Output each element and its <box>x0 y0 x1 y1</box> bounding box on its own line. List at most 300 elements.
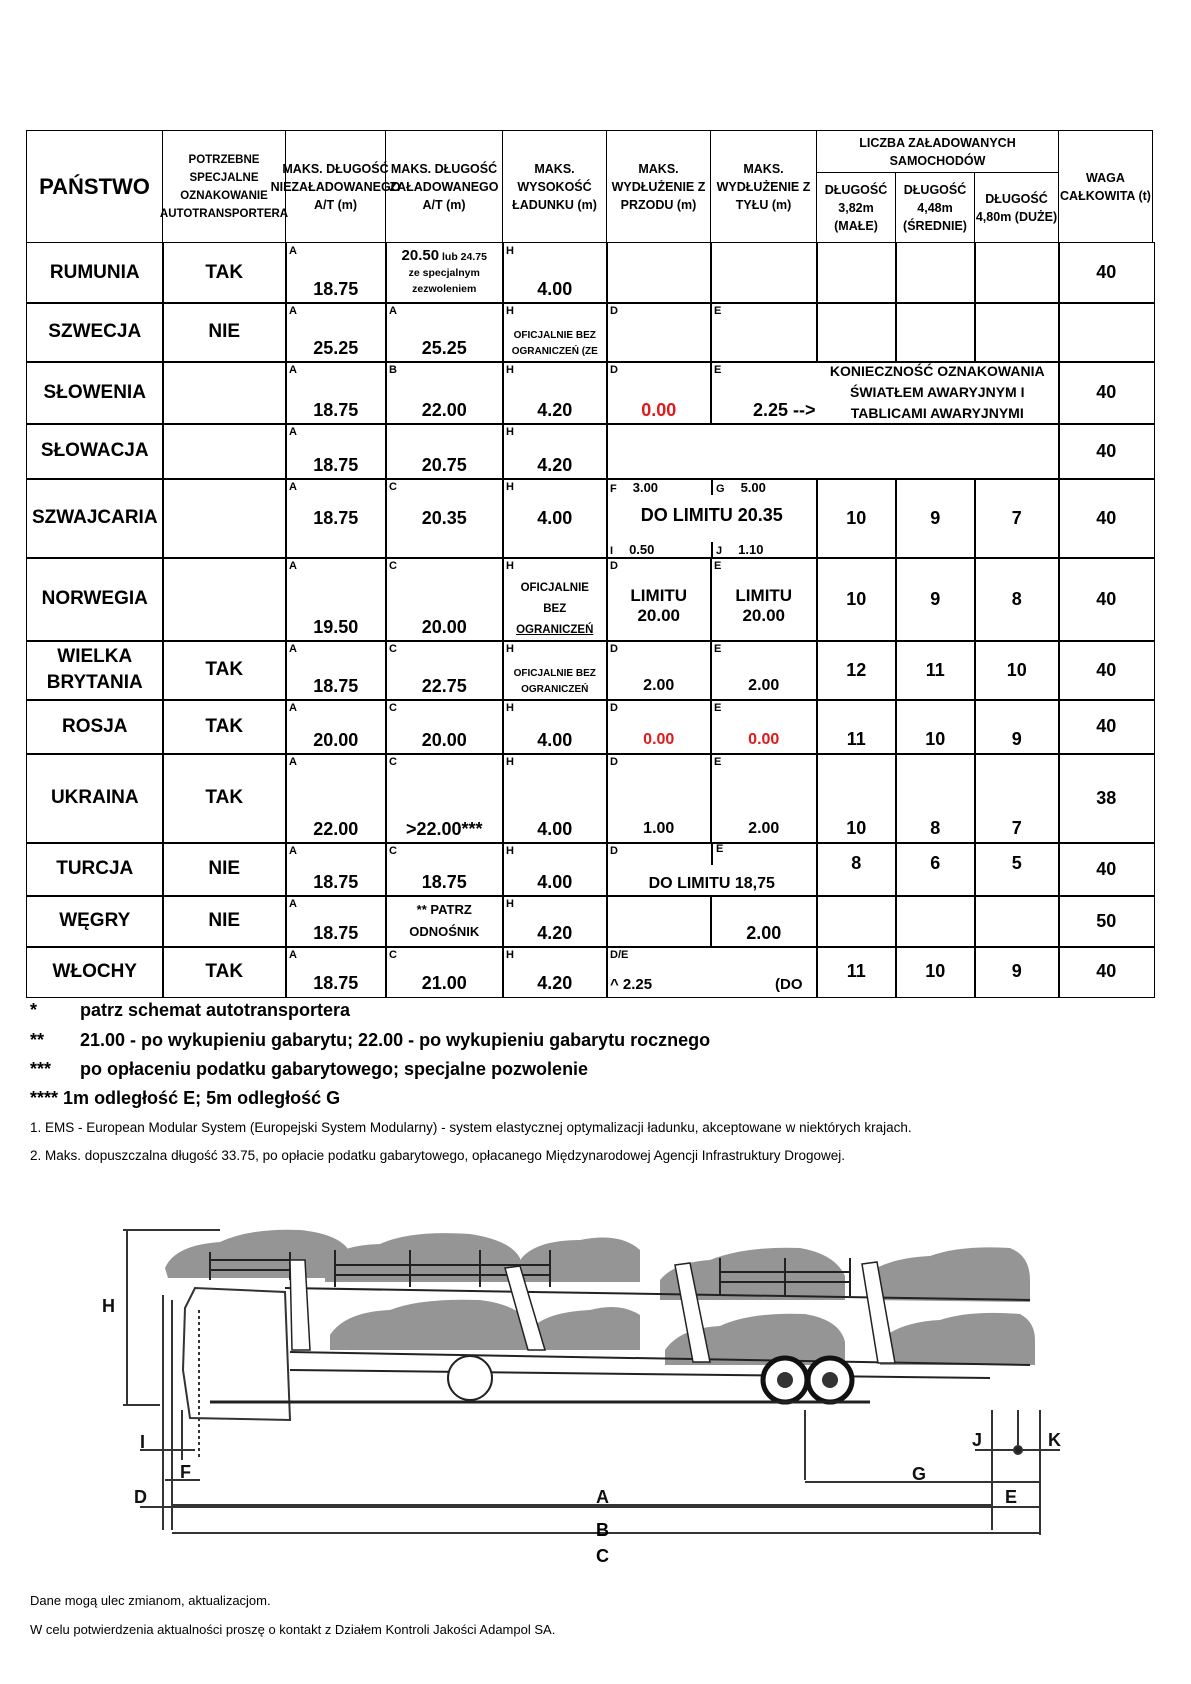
cell-value: 18.75 <box>313 922 359 943</box>
front-cell <box>606 557 712 642</box>
country-name: ROSJA <box>62 715 128 737</box>
cell-value: 2.25 --> <box>752 399 816 420</box>
note-max-length: 2. Maks. dopuszczalna długość 33.75, po opłacie podatku gabarytowego, opłacanego Międzynarodowej Agencji Infrastruktury Drogowej. <box>30 1148 845 1163</box>
rear-cell <box>710 242 818 304</box>
footnote-mark: ** <box>30 1030 45 1050</box>
car-count: 7 <box>1011 507 1022 528</box>
cars-medium-cell <box>895 842 976 897</box>
header-len-unloaded: MAKS. DŁUGOŚĆ NIEZAŁADOWANEGO A/T (m) <box>285 130 386 243</box>
warning-note-cell <box>816 361 1060 425</box>
cell-value: 19.50 <box>313 616 359 637</box>
disclaimer-1: Dane mogą ulec zmianom, aktualizacjom. <box>30 1593 271 1608</box>
rear-cell <box>710 557 818 642</box>
weight-value: 40 <box>1096 440 1117 461</box>
height-cell <box>502 478 608 559</box>
cell-value: 1.10 <box>738 541 764 557</box>
cell-value: 0.00 <box>748 730 780 748</box>
len-loaded-cell <box>385 361 504 425</box>
dimension-letter: C <box>389 949 397 961</box>
height-note <box>503 666 607 698</box>
header-country: PAŃSTWO <box>26 130 163 243</box>
len-unloaded-cell <box>285 842 387 897</box>
len-unloaded-cell <box>285 361 387 425</box>
dimension-letter: D/E <box>610 949 629 961</box>
front-cell <box>606 699 712 755</box>
country-name: RUMUNIA <box>49 261 140 283</box>
country-name: NORWEGIA <box>41 588 148 610</box>
len-unloaded-cell <box>285 895 387 948</box>
marking-cell <box>162 895 287 948</box>
cars-medium-cell <box>895 753 976 844</box>
car-count: 8 <box>930 817 941 838</box>
height-cell <box>502 361 608 425</box>
cell-note: ** PATRZ <box>416 902 472 918</box>
front-cell <box>606 242 712 304</box>
country-name: WĘGRY <box>59 910 131 932</box>
dimension-letter: H <box>506 756 514 768</box>
dimension-letter: C <box>389 845 397 857</box>
len-unloaded-cell <box>285 302 387 363</box>
header-front: MAKS. WYDŁUŻENIE Z PRZODU (m) <box>606 130 711 243</box>
weight-value: 40 <box>1096 659 1117 680</box>
cars-medium-cell <box>895 557 976 642</box>
car-count: 12 <box>846 659 867 680</box>
dimension-letter: I <box>610 544 614 557</box>
dimension-letter: A <box>389 305 397 317</box>
cell-value: 18.75 <box>313 278 359 299</box>
cell-value: lub 24.75 <box>439 251 487 264</box>
cell-value: 2.00 <box>748 676 780 694</box>
cell-value: ^ 2.25 <box>610 975 653 993</box>
car-shape <box>530 1307 640 1350</box>
cars-small-cell <box>816 302 897 363</box>
marking-cell <box>162 302 287 363</box>
marking-value: TAK <box>205 261 244 283</box>
dimension-letter: H <box>506 305 514 317</box>
cars-large-cell <box>974 946 1060 998</box>
cell-value: 18.75 <box>313 675 359 696</box>
cell-value: 4.00 <box>537 278 573 299</box>
dimension-letter: H <box>506 481 514 493</box>
dim-label-g: G <box>912 1464 927 1484</box>
footnote-mark: **** <box>30 1088 59 1108</box>
header-small: DŁUGOŚĆ 3,82m (MAŁE) <box>816 172 896 243</box>
cell-value: 0.00 <box>643 730 675 748</box>
footnote-text: 1m odległość E; 5m odległość G <box>63 1088 341 1108</box>
cell-value: 4.20 <box>537 454 573 475</box>
front-cell <box>606 640 712 701</box>
cars-small-cell <box>816 842 897 897</box>
cell-value: 18.75 <box>313 399 359 420</box>
car-shape <box>880 1313 1035 1365</box>
dimension-letter: E <box>714 643 722 655</box>
car-count: 10 <box>846 817 867 838</box>
g-value <box>711 480 766 495</box>
country-name: SŁOWENIA <box>43 381 146 403</box>
rear-cell <box>710 753 818 844</box>
cell-note: ze specjalnym <box>408 267 480 280</box>
cars-medium-cell <box>895 242 976 304</box>
empty-merged-cell <box>606 423 1060 480</box>
marking-value: NIE <box>208 910 241 932</box>
dimension-letter: D <box>610 845 618 857</box>
marking-cell <box>162 423 287 480</box>
marking-value: TAK <box>205 659 244 681</box>
marking-cell <box>162 361 287 425</box>
cell-value: >22.00*** <box>405 818 483 839</box>
front-cell <box>606 753 712 844</box>
cars-medium-cell <box>895 478 976 559</box>
cell-note: ODNOŚNIK <box>409 924 480 940</box>
rear-cell <box>710 361 818 425</box>
cell-value: 4.00 <box>537 818 573 839</box>
dimension-letter: D <box>610 364 618 376</box>
country-cell <box>26 423 164 480</box>
len-unloaded-cell <box>285 557 387 642</box>
dimension-letter: D <box>610 756 618 768</box>
cell-value: 18.75 <box>421 871 467 892</box>
cell-value: 0.00 <box>641 399 677 420</box>
f-value <box>610 480 658 495</box>
cell-value: 20.00 <box>637 606 681 626</box>
weight-cell <box>1058 557 1155 642</box>
len-unloaded-cell <box>285 640 387 701</box>
weight-value: 40 <box>1096 716 1117 737</box>
dimension-letter: E <box>714 364 722 376</box>
marking-cell <box>162 242 287 304</box>
front-rear-cell <box>606 946 818 998</box>
cell-value: LIMITU <box>735 586 793 606</box>
car-count: 10 <box>846 507 867 528</box>
front-rear-cell <box>606 478 818 559</box>
height-cell <box>502 557 608 642</box>
transporter-drawing <box>165 1230 1035 1420</box>
cell-value: 20.50 <box>401 247 440 265</box>
len-unloaded-cell <box>285 423 387 480</box>
cell-value: 20.00 <box>421 616 467 637</box>
cars-large-cell <box>974 640 1060 701</box>
len-unloaded-cell <box>285 242 387 304</box>
dimension-letter: D <box>610 560 618 572</box>
height-cell <box>502 242 608 304</box>
disclaimer-2: W celu potwierdzenia aktualności proszę o kontakt z Działem Kontroli Jakości Adampol SA. <box>30 1622 556 1637</box>
cell-value: 4.20 <box>537 399 573 420</box>
weight-value: 50 <box>1096 910 1117 931</box>
marking-cell <box>162 946 287 998</box>
cell-value: 5.00 <box>740 480 766 495</box>
len-loaded-cell <box>385 557 504 642</box>
header-rear: MAKS. WYDŁUŻENIE Z TYŁU (m) <box>710 130 817 243</box>
weight-cell <box>1058 423 1155 480</box>
marking-value: TAK <box>205 960 244 982</box>
dim-label-j: J <box>972 1430 983 1450</box>
cars-large-cell <box>974 895 1060 948</box>
car-shape <box>330 1300 530 1350</box>
footnote-2 <box>30 1030 710 1051</box>
dimension-letter: C <box>389 643 397 655</box>
cars-medium-cell <box>895 895 976 948</box>
cell-note: OGRANICZEŃ (ZE <box>511 345 598 357</box>
cars-large-cell <box>974 557 1060 642</box>
len-unloaded-cell <box>285 753 387 844</box>
height-cell <box>502 753 608 844</box>
country-name: WIELKA <box>57 646 133 668</box>
car-count: 11 <box>925 659 945 680</box>
cars-small-cell <box>816 640 897 701</box>
height-cell <box>502 699 608 755</box>
country-name: SZWAJCARIA <box>31 507 158 529</box>
len-loaded-cell <box>385 423 504 480</box>
height-note <box>503 328 607 360</box>
car-count: 5 <box>1011 853 1022 873</box>
cell-value: 18.75 <box>313 454 359 475</box>
dimension-letter: A <box>289 949 297 961</box>
marking-cell <box>162 557 287 642</box>
country-cell <box>26 640 164 701</box>
country-cell <box>26 361 164 425</box>
cell-value: 21.00 <box>421 972 467 993</box>
dim-label-c: C <box>596 1546 609 1566</box>
dimension-letter: H <box>506 560 514 572</box>
cell-value: 20.75 <box>421 454 467 475</box>
dimension-letter: A <box>289 845 297 857</box>
dimension-letter: H <box>506 898 514 910</box>
dim-label-h: H <box>102 1296 115 1316</box>
car-count: 8 <box>851 853 862 873</box>
footnote-text: patrz schemat autotransportera <box>80 1000 351 1020</box>
rear-cell <box>710 699 818 755</box>
dimension-letter: A <box>289 481 297 493</box>
cell-value: 4.20 <box>537 922 573 943</box>
header-len-loaded: MAKS. DŁUGOŚĆ ZAŁADOWANEGO A/T (m) <box>385 130 503 243</box>
j-value <box>711 542 763 557</box>
car-count: 10 <box>846 588 867 609</box>
footnote-text: 21.00 - po wykupieniu gabarytu; 22.00 - po wykupieniu gabarytu rocznego <box>80 1030 711 1050</box>
cars-small-cell <box>816 242 897 304</box>
cell-value: 4.20 <box>537 972 573 993</box>
loaded-main <box>402 248 487 265</box>
dimension-letter: A <box>289 643 297 655</box>
cell-value: 20.35 <box>421 507 467 528</box>
cars-medium-cell <box>895 699 976 755</box>
dimension-letter: F <box>610 483 617 495</box>
marking-cell <box>162 753 287 844</box>
country-name: SŁOWACJA <box>40 440 149 462</box>
footnote-1 <box>30 1000 350 1021</box>
dimension-letter: G <box>716 483 725 495</box>
cell-value: 22.00 <box>313 818 359 839</box>
weight-cell <box>1058 699 1155 755</box>
car-count: 8 <box>1011 588 1022 609</box>
cell-value: 22.00 <box>421 399 467 420</box>
len-loaded-cell <box>385 699 504 755</box>
cell-note: TABLICAMI AWARYJNYMI <box>850 405 1024 422</box>
cell-value: 4.00 <box>537 507 573 528</box>
dimension-letter: E <box>714 756 722 768</box>
cell-value: LIMITU <box>630 586 688 606</box>
cell-note: OGRANICZEŃ <box>521 683 589 695</box>
cars-large-cell <box>974 699 1060 755</box>
cars-small-cell <box>816 946 897 998</box>
country-cell <box>26 478 164 559</box>
dimension-letter: H <box>506 702 514 714</box>
cars-large-cell <box>974 753 1060 844</box>
country-cell <box>26 302 164 363</box>
dimension-letter: B <box>389 364 397 376</box>
dimension-letter: H <box>506 426 514 438</box>
dim-label-b: B <box>596 1520 609 1540</box>
cars-small-cell <box>816 478 897 559</box>
cell-value: 25.25 <box>313 337 359 358</box>
car-count: 9 <box>930 588 941 609</box>
dimension-letter: E <box>714 702 722 714</box>
len-unloaded-cell <box>285 699 387 755</box>
len-loaded-cell <box>385 640 504 701</box>
height-cell <box>502 302 608 363</box>
dimension-letter: A <box>289 305 297 317</box>
cell-note: OGRANICZEŃ <box>516 623 594 636</box>
cars-small-cell <box>816 753 897 844</box>
dimension-letter: C <box>389 560 397 572</box>
height-cell <box>502 842 608 897</box>
header-cars-group: LICZBA ZAŁADOWANYCH SAMOCHODÓW <box>816 130 1059 173</box>
car-count: 11 <box>846 961 866 982</box>
country-name: SZWECJA <box>48 321 142 343</box>
car-count: 7 <box>1011 817 1022 838</box>
header-height: MAKS. WYSOKOŚĆ ŁADUNKU (m) <box>502 130 607 243</box>
marking-value: TAK <box>205 787 244 809</box>
cell-value: 25.25 <box>421 337 467 358</box>
len-loaded-cell <box>385 478 504 559</box>
cell-value: 2.00 <box>748 819 780 837</box>
dimension-letter: D <box>610 643 618 655</box>
dimension-letter: D <box>610 702 618 714</box>
cell-note: zezwoleniem <box>412 283 477 296</box>
dimension-letter: E <box>714 305 722 317</box>
car-count: 10 <box>1006 659 1027 680</box>
cars-medium-cell <box>895 946 976 998</box>
country-cell <box>26 842 164 897</box>
cell-value: 20.00 <box>742 606 786 626</box>
front-cell <box>606 302 712 363</box>
rear-cell <box>710 302 818 363</box>
weight-cell <box>1058 478 1155 559</box>
len-loaded-cell <box>385 302 504 363</box>
footnote-mark: *** <box>30 1059 52 1079</box>
marking-cell <box>162 842 287 897</box>
weight-cell <box>1058 242 1155 304</box>
marking-value: TAK <box>205 715 244 737</box>
dimension-letter: C <box>389 702 397 714</box>
dim-label-a: A <box>596 1487 609 1507</box>
i-value <box>610 542 654 557</box>
marking-cell <box>162 478 287 559</box>
country-cell <box>26 946 164 998</box>
cars-small-cell <box>816 895 897 948</box>
weight-cell <box>1058 361 1155 425</box>
dim-label-k: K <box>1048 1430 1061 1450</box>
header-marking: POTRZEBNE SPECJALNE OZNAKOWANIE AUTOTRANSPORTERA <box>162 130 286 243</box>
footnote-3 <box>30 1059 588 1080</box>
len-loaded-cell <box>385 242 504 304</box>
note-ems: 1. EMS - European Modular System (Europejski System Modularny) - system elastycznej optymalizacji ładunku, akceptowane w niektórych krajach. <box>30 1120 912 1135</box>
marking-cell <box>162 699 287 755</box>
car-count: 10 <box>925 961 946 982</box>
cell-value: 18.75 <box>313 972 359 993</box>
car-count: 6 <box>930 853 941 873</box>
cars-large-cell <box>974 242 1060 304</box>
len-loaded-cell <box>385 895 504 948</box>
car-shape <box>870 1247 1030 1302</box>
dimension-letter: H <box>506 643 514 655</box>
dim-label-i: I <box>140 1432 146 1452</box>
weight-value: 40 <box>1096 382 1117 403</box>
cell-value: 2.00 <box>746 922 782 943</box>
front-cell <box>606 895 712 948</box>
header-large: DŁUGOŚĆ 4,80m (DUŻE) <box>974 172 1059 243</box>
dimension-letter: H <box>506 949 514 961</box>
cell-value: 18.75 <box>313 507 359 528</box>
rear-cell <box>710 640 818 701</box>
weight-cell <box>1058 895 1155 948</box>
cell-note: OFICJALNIE <box>520 581 589 594</box>
cell-note: KONIECZNOŚĆ OZNAKOWANIA <box>829 363 1045 380</box>
dimension-letter: A <box>289 898 297 910</box>
footnote-4 <box>30 1088 340 1109</box>
dimension-letter: A <box>289 756 297 768</box>
cell-value: 22.75 <box>421 675 467 696</box>
dimension-letter: C <box>389 756 397 768</box>
cell-value: 20.00 <box>421 729 467 750</box>
cell-note: OFICJALNIE BEZ <box>513 329 596 341</box>
weight-value: 40 <box>1096 858 1117 879</box>
cars-small-cell <box>816 557 897 642</box>
weight-cell <box>1058 946 1155 998</box>
cars-medium-cell <box>895 640 976 701</box>
cars-small-cell <box>816 699 897 755</box>
footnote-mark: * <box>30 1000 38 1020</box>
dimension-letter: C <box>389 481 397 493</box>
weight-cell <box>1058 302 1155 363</box>
dimension-letter: H <box>506 845 514 857</box>
dimension-letter: H <box>506 364 514 376</box>
front-rear-cell <box>606 842 818 897</box>
country-cell <box>26 699 164 755</box>
country-name: BRYTANIA <box>46 672 143 694</box>
cars-medium-cell <box>895 302 976 363</box>
country-name: UKRAINA <box>50 787 139 809</box>
height-cell <box>502 423 608 480</box>
dimension-letter: A <box>289 702 297 714</box>
limit-text: DO LIMITU 20.35 <box>640 505 783 525</box>
cars-large-cell <box>974 478 1060 559</box>
len-unloaded-cell <box>285 946 387 998</box>
car-transporter-diagram <box>0 1200 1191 1540</box>
dimension-letter: E <box>711 843 723 865</box>
weight-value: 40 <box>1096 262 1117 283</box>
len-loaded-cell <box>385 842 504 897</box>
country-cell <box>26 242 164 304</box>
weight-value: 40 <box>1096 507 1117 528</box>
cell-value: 3.00 <box>632 480 659 495</box>
len-unloaded-cell <box>285 478 387 559</box>
weight-value: 40 <box>1096 961 1117 982</box>
weight-value: 40 <box>1096 588 1117 609</box>
cell-note: BEZ <box>543 602 567 615</box>
len-loaded-cell <box>385 946 504 998</box>
dimension-letter: E <box>714 560 722 572</box>
dimension-letter: J <box>716 544 723 557</box>
